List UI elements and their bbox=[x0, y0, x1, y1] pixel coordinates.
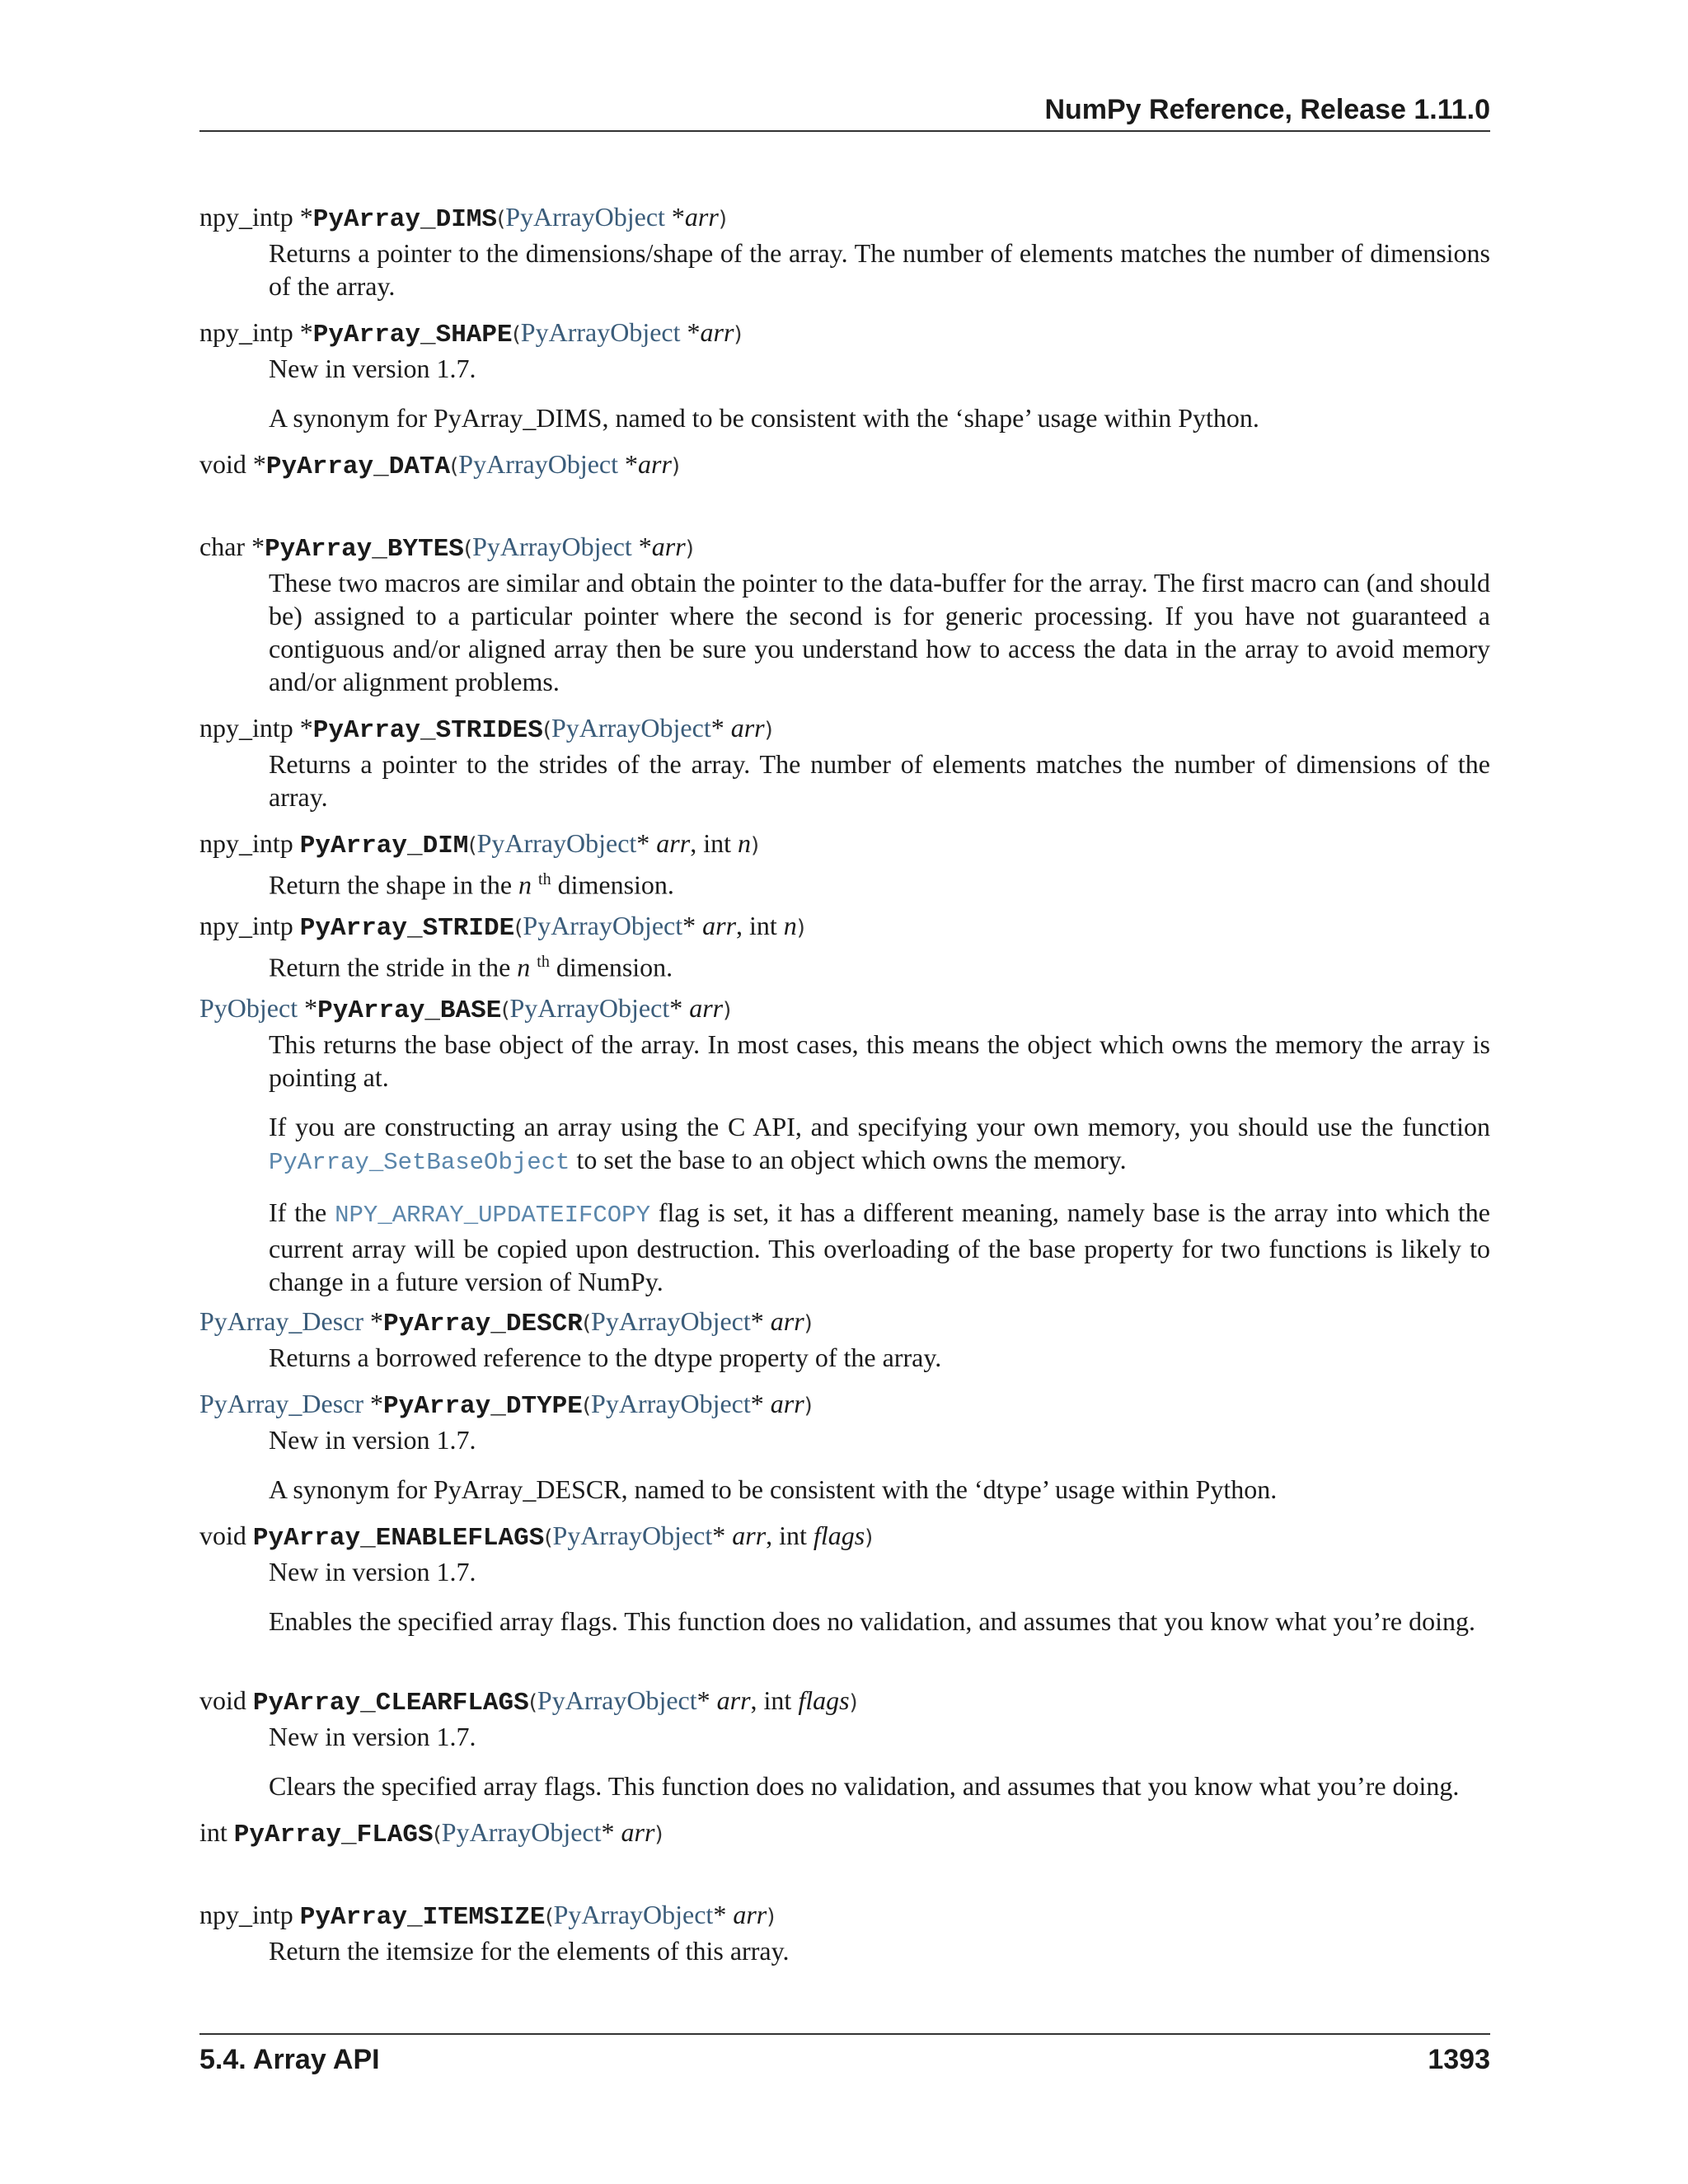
param-type: int bbox=[779, 1521, 814, 1550]
entry-pyarray-itemsize bbox=[199, 1898, 1490, 1967]
signature: PyArray_Descr *PyArray_DESCR(PyArrayObject* arr) bbox=[199, 1306, 813, 1338]
entry-pyarray-enableflags bbox=[199, 1519, 1490, 1638]
param-name: arr bbox=[656, 828, 691, 858]
param-name: arr bbox=[702, 911, 737, 940]
type-link[interactable]: PyArrayObject bbox=[591, 1389, 751, 1418]
desc-paragraph: Return the itemsize for the elements of this array. bbox=[269, 1936, 790, 1966]
param-modifier: * bbox=[680, 317, 701, 347]
code-link[interactable]: NPY_ARRAY_UPDATEIFCOPY bbox=[335, 1202, 650, 1229]
description bbox=[269, 1423, 1490, 1506]
type-link[interactable]: PyArrayObject bbox=[505, 202, 665, 232]
running-header: NumPy Reference, Release 1.11.0 bbox=[1044, 94, 1490, 125]
section-title: 5.4. Array API bbox=[199, 2044, 380, 2075]
desc-paragraph: Returns a pointer to the strides of the array. The number of elements matches the number of dimensions of the array. bbox=[269, 749, 1490, 812]
entry-pyarray-descr bbox=[199, 1305, 1490, 1374]
return-type: * bbox=[363, 1306, 384, 1336]
param-modifier: * bbox=[669, 993, 690, 1023]
desc-paragraph: These two macros are similar and obtain the pointer to the data-buffer for the array. The first macro can (and should be) assigned to a particular pointer where the second is for generic processing. If you have not guaranteed a contiguous and/or aligned array then be sure you understand how to access the data in the array to avoid memory and/or alignment problems. bbox=[269, 568, 1490, 696]
function-name: PyArray_BASE bbox=[317, 996, 502, 1025]
desc-paragraph: Enables the specified array flags. This function does no validation, and assumes that you know what you’re doing. bbox=[269, 1606, 1475, 1636]
param-name: n bbox=[737, 828, 751, 858]
entry-pyarray-dims bbox=[199, 200, 1490, 302]
param-name: arr bbox=[638, 449, 672, 479]
function-name: PyArray_ITEMSIZE bbox=[299, 1903, 546, 1932]
type-link[interactable]: PyArrayObject bbox=[551, 713, 711, 743]
type-link[interactable]: PyArrayObject bbox=[476, 828, 637, 858]
signature: void PyArray_CLEARFLAGS(PyArrayObject* arr, int flags) bbox=[199, 1685, 858, 1718]
description bbox=[269, 748, 1490, 813]
signature: PyArray_Descr *PyArray_DTYPE(PyArrayObject* arr) bbox=[199, 1389, 813, 1421]
return-type: void * bbox=[199, 449, 266, 479]
param-modifier: * bbox=[712, 1521, 733, 1550]
signature: PyObject *PyArray_BASE(PyArrayObject* arr) bbox=[199, 993, 732, 1025]
type-link[interactable]: PyArrayObject bbox=[537, 1685, 697, 1715]
return-type: * bbox=[363, 1389, 384, 1418]
function-name: PyArray_STRIDE bbox=[299, 914, 515, 943]
param-name: arr bbox=[770, 1389, 804, 1418]
function-name: PyArray_DIMS bbox=[312, 205, 498, 234]
description bbox=[269, 863, 1490, 902]
param-type: int bbox=[749, 911, 784, 940]
entry-pyarray-strides bbox=[199, 711, 1490, 813]
param-modifier: * bbox=[696, 1685, 717, 1715]
param-name: flags bbox=[813, 1521, 865, 1550]
return-type: npy_intp * bbox=[199, 202, 313, 232]
param-name: arr bbox=[730, 713, 765, 743]
desc-paragraph: This returns the base object of the array. In most cases, this means the object which owns the memory the array is pointing at. bbox=[269, 1029, 1490, 1092]
description bbox=[269, 1555, 1490, 1638]
return-type: npy_intp * bbox=[199, 317, 313, 347]
signature: npy_intp PyArray_ITEMSIZE(PyArrayObject* arr) bbox=[199, 1900, 776, 1932]
param-name: flags bbox=[798, 1685, 850, 1715]
desc-paragraph: Clears the specified array flags. This function does no validation, and assumes that you know what you’re doing. bbox=[269, 1771, 1460, 1801]
type-link[interactable]: PyArrayObject bbox=[520, 317, 681, 347]
param-name: arr bbox=[770, 1306, 804, 1336]
return-type-link[interactable]: PyArray_Descr bbox=[199, 1389, 364, 1418]
description bbox=[269, 566, 1490, 698]
param-modifier: * bbox=[750, 1306, 771, 1336]
param-name: arr bbox=[716, 1685, 751, 1715]
param-modifier: * bbox=[710, 713, 731, 743]
type-link[interactable]: PyArrayObject bbox=[509, 993, 670, 1023]
param-name: n bbox=[783, 911, 797, 940]
param-name: arr bbox=[732, 1521, 767, 1550]
signature: void PyArray_ENABLEFLAGS(PyArrayObject* arr, int flags) bbox=[199, 1521, 874, 1553]
function-name: PyArray_DIM bbox=[299, 832, 469, 860]
type-link[interactable]: PyArrayObject bbox=[553, 1900, 714, 1929]
entry-pyarray-flags bbox=[199, 1816, 1490, 1852]
entry-pyarray-dtype bbox=[199, 1387, 1490, 1506]
version-note: New in version 1.7. bbox=[269, 1557, 476, 1586]
signature: npy_intp *PyArray_DIMS(PyArrayObject *arr) bbox=[199, 202, 727, 234]
param-name: arr bbox=[733, 1900, 767, 1929]
return-type: npy_intp * bbox=[199, 713, 313, 743]
desc-paragraph: Returns a pointer to the dimensions/shape of the array. The number of elements matches the number of dimensions of the array. bbox=[269, 238, 1490, 301]
entry-pyarray-dim bbox=[199, 827, 1490, 902]
version-note: New in version 1.7. bbox=[269, 354, 476, 383]
description bbox=[269, 1028, 1490, 1298]
signature: int PyArray_FLAGS(PyArrayObject* arr) bbox=[199, 1817, 663, 1849]
code-link[interactable]: PyArray_SetBaseObject bbox=[269, 1149, 570, 1176]
return-type: int bbox=[199, 1817, 234, 1847]
param-name: arr bbox=[621, 1817, 655, 1847]
param-type: int bbox=[763, 1685, 799, 1715]
param-modifier: * bbox=[713, 1900, 734, 1929]
function-name: PyArray_DTYPE bbox=[383, 1392, 583, 1421]
param-name: arr bbox=[651, 532, 686, 561]
param-name: arr bbox=[684, 202, 719, 232]
desc-paragraph: If you are constructing an array using the C API, and specifying your own memory, you should use the function PyArray_SetBaseObject to set the base to an object which owns the memory. bbox=[269, 1112, 1490, 1176]
header-rule bbox=[199, 130, 1490, 132]
param-modifier: * bbox=[750, 1389, 771, 1418]
param-type: int bbox=[703, 828, 738, 858]
running-footer bbox=[199, 2039, 1490, 2080]
type-link[interactable]: PyArrayObject bbox=[441, 1817, 602, 1847]
return-type: npy_intp bbox=[199, 828, 300, 858]
description bbox=[269, 945, 1490, 984]
return-type: npy_intp bbox=[199, 911, 300, 940]
type-link[interactable]: PyArrayObject bbox=[552, 1521, 713, 1550]
version-note: New in version 1.7. bbox=[269, 1722, 476, 1751]
function-name: PyArray_CLEARFLAGS bbox=[252, 1689, 529, 1718]
desc-paragraph: If the NPY_ARRAY_UPDATEIFCOPY flag is set, it has a different meaning, namely base is the array into which the current array will be copied upon destruction. This overloading of the base property for two functions is likely to change in a future version of NumPy. bbox=[269, 1197, 1491, 1296]
page-number: 1393 bbox=[1428, 2044, 1490, 2075]
param-modifier: * bbox=[636, 828, 657, 858]
param-modifier: * bbox=[631, 532, 652, 561]
function-name: PyArray_FLAGS bbox=[233, 1821, 434, 1849]
footer-rule bbox=[199, 2033, 1490, 2035]
return-type-link[interactable]: PyArray_Descr bbox=[199, 1306, 364, 1336]
description bbox=[269, 1341, 1490, 1374]
entry-pyarray-base bbox=[199, 991, 1490, 1298]
return-type: char * bbox=[199, 532, 265, 561]
type-link[interactable]: PyArrayObject bbox=[523, 911, 683, 940]
entry-pyarray-data bbox=[199, 448, 1490, 484]
param-name: arr bbox=[700, 317, 734, 347]
signature: npy_intp *PyArray_SHAPE(PyArrayObject *arr) bbox=[199, 317, 743, 349]
param-modifier: * bbox=[682, 911, 703, 940]
type-link[interactable]: PyArrayObject bbox=[458, 449, 619, 479]
param-name: arr bbox=[689, 993, 724, 1023]
function-name: PyArray_STRIDES bbox=[312, 716, 543, 745]
entry-pyarray-clearflags bbox=[199, 1684, 1490, 1802]
return-type: void bbox=[199, 1685, 253, 1715]
signature: npy_intp *PyArray_STRIDES(PyArrayObject* arr) bbox=[199, 713, 773, 745]
desc-paragraph: Returns a borrowed reference to the dtype property of the array. bbox=[269, 1343, 942, 1372]
entry-pyarray-bytes bbox=[199, 530, 1490, 698]
param-modifier: * bbox=[664, 202, 685, 232]
signature: void *PyArray_DATA(PyArrayObject *arr) bbox=[199, 449, 681, 481]
description bbox=[269, 1720, 1490, 1802]
description bbox=[269, 1934, 1490, 1967]
param-modifier: * bbox=[618, 449, 639, 479]
description bbox=[269, 352, 1490, 434]
description bbox=[269, 237, 1490, 302]
return-type-link[interactable]: PyObject bbox=[199, 993, 298, 1023]
function-name: PyArray_BYTES bbox=[265, 535, 464, 564]
function-name: PyArray_SHAPE bbox=[312, 321, 513, 349]
version-note: New in version 1.7. bbox=[269, 1425, 476, 1455]
return-type: * bbox=[298, 993, 318, 1023]
function-name: PyArray_DATA bbox=[265, 452, 451, 481]
return-type: npy_intp bbox=[199, 1900, 300, 1929]
desc-paragraph: A synonym for PyArray_DIMS, named to be consistent with the ‘shape’ usage within Python. bbox=[269, 403, 1259, 433]
desc-paragraph: Return the stride in the n $^{th}$ dimension. bbox=[269, 952, 673, 982]
return-type: void bbox=[199, 1521, 253, 1550]
signature: npy_intp PyArray_STRIDE(PyArrayObject* arr, int n) bbox=[199, 911, 805, 943]
function-name: PyArray_DESCR bbox=[383, 1310, 583, 1338]
signature: char *PyArray_BYTES(PyArrayObject *arr) bbox=[199, 532, 694, 564]
entry-pyarray-shape bbox=[199, 316, 1490, 434]
type-link[interactable]: PyArrayObject bbox=[591, 1306, 751, 1336]
desc-paragraph: A synonym for PyArray_DESCR, named to be consistent with the ‘dtype’ usage within Python. bbox=[269, 1474, 1278, 1504]
param-modifier: * bbox=[601, 1817, 621, 1847]
entry-pyarray-stride bbox=[199, 909, 1490, 984]
type-link[interactable]: PyArrayObject bbox=[472, 532, 632, 561]
function-name: PyArray_ENABLEFLAGS bbox=[252, 1524, 545, 1553]
desc-paragraph: Return the shape in the n $^{th}$ dimension. bbox=[269, 869, 674, 900]
signature: npy_intp PyArray_DIM(PyArrayObject* arr, int n) bbox=[199, 828, 760, 860]
